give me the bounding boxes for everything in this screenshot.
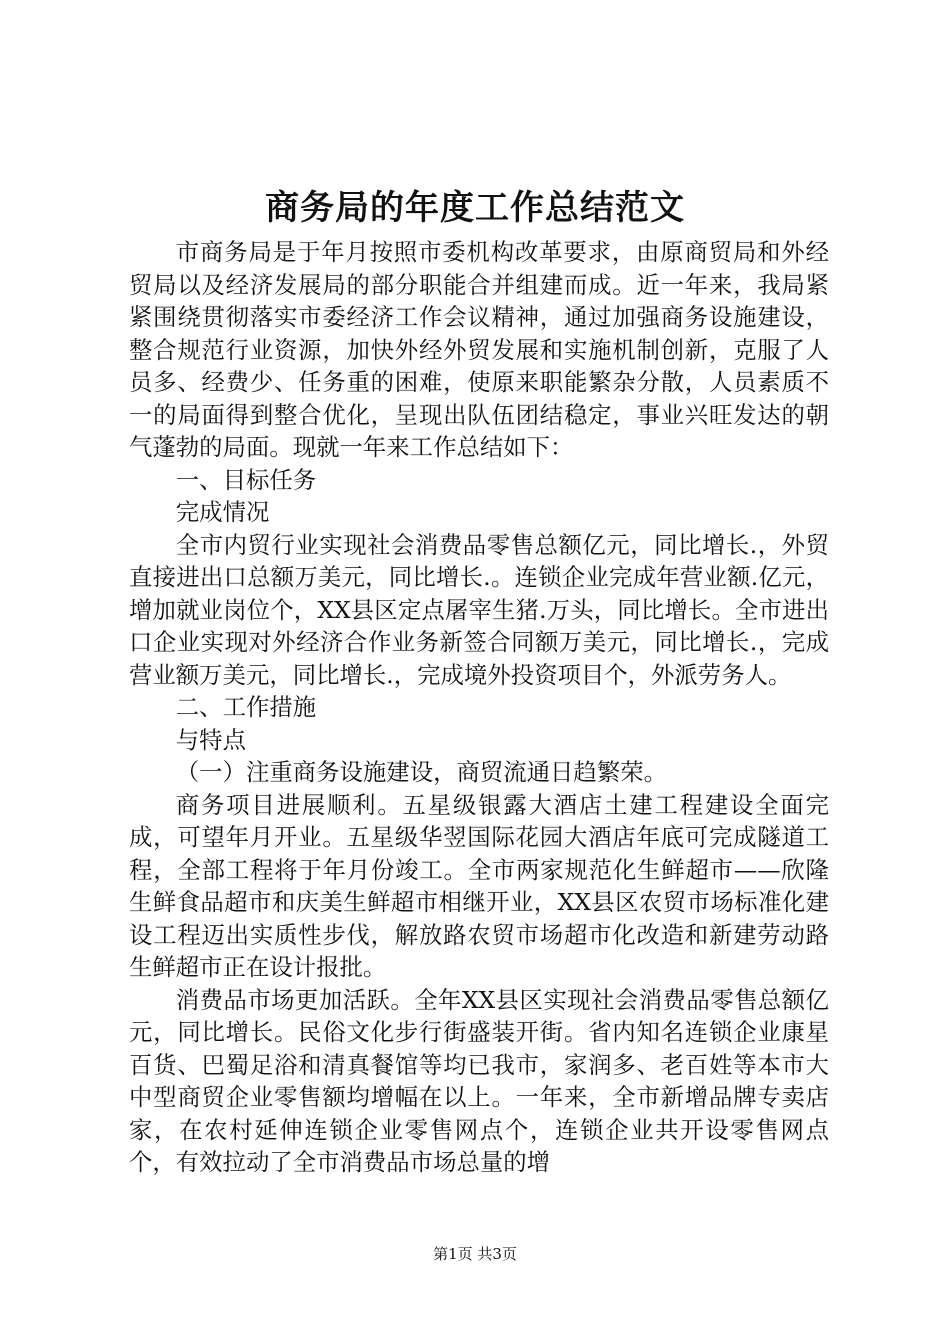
page-title: 商务局的年度工作总结范文 bbox=[265, 188, 685, 228]
document-body bbox=[129, 236, 829, 1179]
paragraph-projects: 商务项目进展顺利。五星级银露大酒店土建工程建设全面完成，可望年月开业。五星级华翌国际花园大酒店年底可完成隧道工程，全部工程将于年月份竣工。全市两家规范化生鲜超市——欣隆生鲜食品超市和庆美生鲜超市相继开业，XX县区农贸市场标准化建设工程迈出实质性步伐，解放路农贸市场超市化改造和新建劳动路生鲜超市正在设计报批。 bbox=[129, 790, 829, 981]
section-heading-1: 一、目标任务 bbox=[175, 465, 317, 494]
paragraph-consumer-market: 消费品市场更加活跃。全年XX县区实现社会消费品零售总额亿元，同比增长。民俗文化步行街盛装开街。省内知名连锁企业康星百货、巴蜀足浴和清真餐馆等均已我市，家润多、老百姓等本市大中型商贸企业零售额均增幅在以上。一年来，全市新增品牌专卖店家，在农村延伸连锁企业零售网点个，连锁企业共开设零售网点个，有效拉动了全市消费品市场总量的增 bbox=[129, 985, 829, 1176]
section-heading-2: 二、工作措施 bbox=[175, 693, 317, 721]
subsection-heading-1: （一）注重商务设施建设，商贸流通日趋繁荣。 bbox=[175, 758, 667, 786]
section-subheading-2: 与特点 bbox=[175, 725, 246, 754]
paragraph-targets: 全市内贸行业实现社会消费品零售总额亿元，同比增长.，外贸直接进出口总额万美元，同比增长.。连锁企业完成年营业额.亿元，增加就业岗位个，XX县区定点屠宰生猪.万头，同比增长。全市进出口企业实现对外经济合作业务新签合同额万美元，同比增长.，完成营业额万美元，同比增长.，完成境外投资项目个，外派劳务人。 bbox=[129, 530, 829, 689]
paragraph-intro: 市商务局是于年月按照市委机构改革要求，由原商贸局和外经贸局以及经济发展局的部分职能合并组建而成。近一年来，我局紧紧围绕贯彻落实市委经济工作会议精神，通过加强商务设施建设，整合规范行业资源，加快外经外贸发展和实施机制创新，克服了人员多、经费少、任务重的困难，使原来职能繁杂分散，人员素质不一的局面得到整合优化，呈现出队伍团结稳定，事业兴旺发达的朝气蓬勃的局面。现就一年来工作总结如下： bbox=[129, 238, 829, 461]
section-subheading-1: 完成情况 bbox=[175, 498, 270, 526]
page-footer: 第1页 共3页 bbox=[433, 1245, 517, 1263]
